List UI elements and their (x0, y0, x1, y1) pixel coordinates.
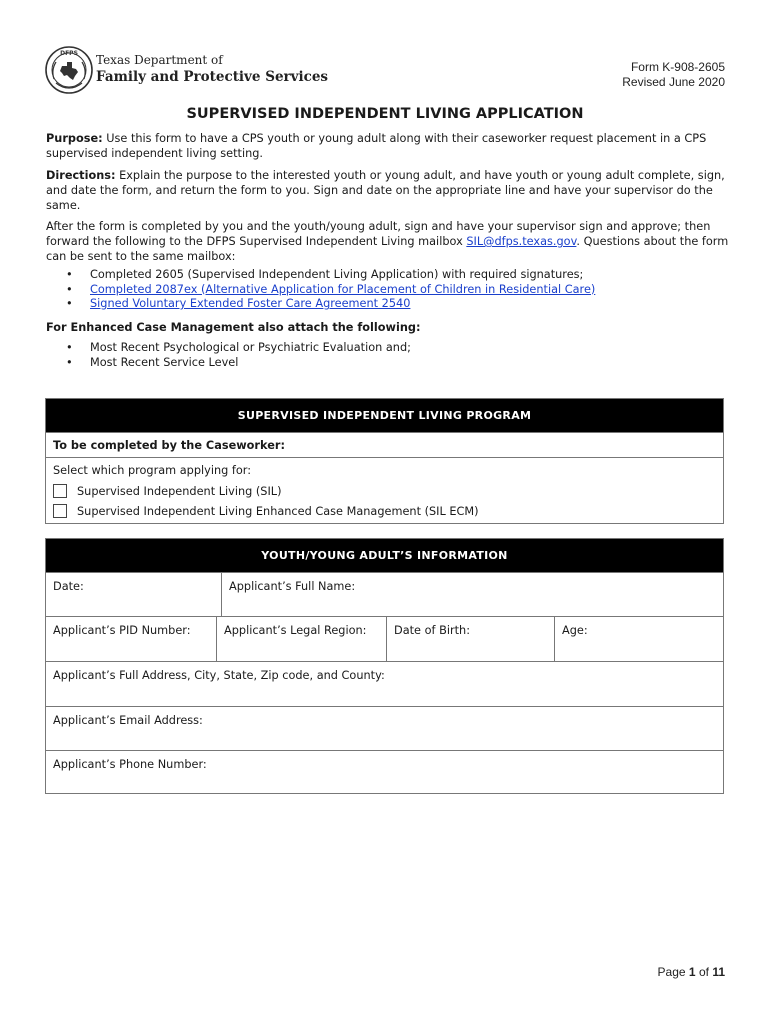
ecm-heading: For Enhanced Case Management also attach the following: (46, 321, 421, 334)
forward-items-list (46, 268, 595, 312)
full-name-field[interactable]: Applicant’s Full Name: (221, 573, 723, 616)
list-item (46, 297, 595, 312)
legal-region-field[interactable]: Applicant’s Legal Region: (216, 617, 386, 661)
ecm-items-list (46, 341, 411, 370)
youth-row-phone (46, 750, 723, 793)
date-field[interactable]: Date: (53, 580, 84, 593)
purpose-label: Purpose: (46, 132, 103, 145)
sil-ecm-checkbox[interactable] (53, 504, 67, 518)
address-field[interactable]: Applicant’s Full Address, City, State, Zip code, and County: (53, 669, 385, 682)
page-title: SUPERVISED INDEPENDENT LIVING APPLICATION (186, 106, 584, 122)
youth-row-ids (46, 616, 723, 661)
after-text-after: . Questions about the form can be sent to the same mailbox: (46, 235, 729, 263)
directions-text: Explain the purpose to the interested youth or young adult, and have youth or young adult complete, sign, and date the form, and return the form to you. Sign and date on the appropriate line and have your supervisor do the same. (46, 169, 725, 212)
youth-row-date-name (46, 572, 723, 616)
form-revised-date: Revised June 2020 (622, 75, 725, 89)
form-2087ex-link[interactable]: Completed 2087ex (Alternative Application for Placement of Children in Residential Care) (90, 282, 596, 296)
program-select-area (46, 457, 723, 523)
dfps-seal-icon (44, 45, 94, 95)
sil-checkbox[interactable] (53, 484, 67, 498)
program-select-prompt: Select which program applying for: (53, 464, 252, 477)
form-number: Form K-908-2605 (630, 60, 725, 74)
after-text-before: After the form is completed by you and the youth/young adult, sign and have your supervisor sign and approve; then forward the following to the DFPS Supervised Independent Living mailbox (46, 220, 711, 248)
date-of-birth-field[interactable]: Date of Birth: (386, 617, 554, 661)
sil-option-label: Supervised Independent Living (SIL) (77, 485, 282, 498)
purpose-paragraph (46, 131, 730, 161)
sil-email-link[interactable]: SIL@dfps.texas.gov (466, 235, 577, 248)
form-2540-link[interactable]: Signed Voluntary Extended Foster Care Agreement 2540 (90, 297, 411, 310)
youth-section-header: YOUTH/YOUNG ADULT’S INFORMATION (46, 539, 723, 572)
phone-field[interactable]: Applicant’s Phone Number: (53, 758, 207, 771)
directions-label: Directions: (46, 169, 116, 182)
age-field[interactable]: Age: (554, 617, 723, 661)
youth-info-section (45, 538, 724, 794)
agency-name-line2: Family and Protective Services (96, 69, 329, 85)
email-field[interactable]: Applicant’s Email Address: (53, 714, 203, 727)
svg-text:DFPS: DFPS (60, 50, 78, 57)
pid-number-field[interactable]: Applicant’s PID Number: (53, 624, 191, 637)
list-item (46, 283, 595, 298)
program-section-header: SUPERVISED INDEPENDENT LIVING PROGRAM (46, 399, 723, 432)
caseworker-label: To be completed by the Caseworker: (46, 432, 723, 457)
list-item: • Completed 2605 (Supervised Independent Living Application) with required signatures; (46, 268, 595, 283)
page-number: Page 1 of 11 (657, 965, 725, 979)
after-paragraph (46, 219, 730, 264)
youth-row-email (46, 706, 723, 750)
youth-row-address (46, 661, 723, 706)
list-item: • Most Recent Service Level (46, 356, 411, 371)
purpose-text: Use this form to have a CPS youth or young adult along with their caseworker request placement in a CPS supervised independent living setting. (46, 132, 707, 160)
sil-ecm-option-label: Supervised Independent Living Enhanced Case Management (SIL ECM) (77, 505, 479, 518)
agency-name-line1: Texas Department of (96, 53, 223, 67)
program-section (45, 398, 724, 524)
directions-paragraph (46, 168, 730, 213)
list-item: • Most Recent Psychological or Psychiatric Evaluation and; (46, 341, 411, 356)
dfps-logo (44, 45, 329, 95)
form-info (622, 60, 725, 90)
